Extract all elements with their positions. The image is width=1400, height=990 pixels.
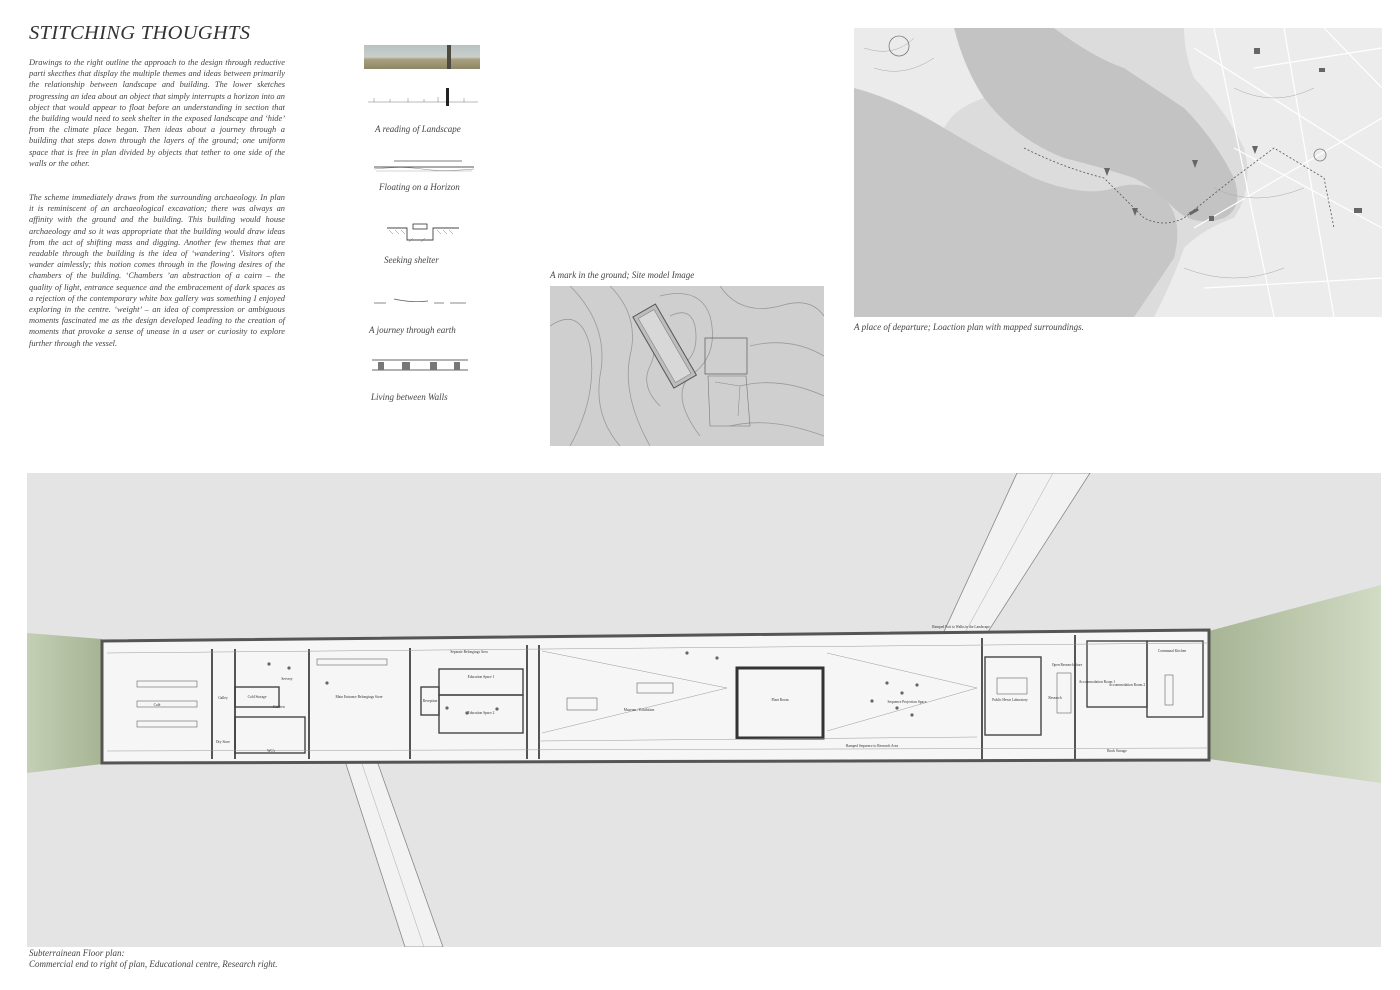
room-label: Museum / Exhibition: [623, 708, 655, 712]
room-label: Book Storage: [1107, 749, 1127, 753]
room-label: Sequence Projection Space: [887, 700, 927, 704]
room-label: Open Research Store: [1051, 663, 1083, 667]
page-title: STITCHING THOUGHTS: [29, 22, 251, 44]
room-label: Ramped Exit to Walks in the Landscape: [932, 625, 990, 629]
sketch-caption: A journey through earth: [369, 325, 456, 335]
location-plan-caption: A place of departure; Loaction plan with mapped surroundings.: [854, 322, 1084, 332]
room-label: Café: [153, 703, 161, 707]
sketch-journey-earth: [372, 293, 468, 309]
room-label: Public Hewn Laboratory: [992, 698, 1028, 702]
site-model-image: [550, 286, 824, 446]
room-label: Servery: [281, 677, 293, 681]
room-label: Education Space 1: [467, 675, 495, 679]
sketch-caption: Living between Walls: [371, 392, 448, 402]
site-model-caption: A mark in the ground; Site model Image: [550, 270, 695, 280]
room-label: WC's: [267, 749, 275, 753]
sketch-living-walls: [372, 354, 468, 376]
room-label: Reception: [422, 699, 438, 703]
room-label: Kitchen: [273, 705, 285, 709]
room-label: Plant Room: [771, 698, 789, 702]
sketch-floating-horizon: [372, 158, 476, 176]
room-label: Dry Store: [215, 740, 231, 744]
room-label: Galley: [218, 696, 228, 700]
intro-paragraph-1: Drawings to the right outline the approach to the design through reductive parti skecthes that display the multiple themes and ideas between primarily the relationship between landscape and building. The lower sketches progressing an idea about an object that simply interrupts a horizon into an object that would appear to float before an understanding in section that the building would need to seek shelter in the exposed landscape and ‘hide’ from the climate place began. Then ideas about a journey through a building that steps down through the layers of the ground; one uniform space that is free in plan divided by objects that tether to one side of the walls or the other.: [29, 58, 285, 168]
room-label: Research: [1048, 696, 1062, 700]
floor-plan-caption-line2: Commercial end to right of plan, Educational centre, Research right.: [29, 959, 278, 969]
sketch-caption: Seeking shelter: [384, 255, 439, 265]
sketch-seeking-shelter: [385, 218, 461, 244]
room-label: Main Entrance Belongings Store: [335, 695, 383, 699]
sketch-caption: A reading of Landscape: [375, 124, 461, 134]
room-label: Accommodation Room 2: [1108, 683, 1146, 687]
floor-plan-caption-line1: Subterrainean Floor plan:: [29, 948, 125, 958]
room-label: Separate Belongings Area: [450, 650, 488, 654]
intro-paragraph-2: The scheme immediately draws from the surrounding archaeology. In plan it is reminiscent of an archaeological excavation; there was always an affinity with the ground and the building. This building would house archaeology and so it was appropriate that the building would draw ideas from the act of shifting mass and digging. Another few themes that are readable through the building is the idea of ‘wandering’. Visitors often wander aimlessly; this notion comes through in the flowing desires of the chambers of the building. ‘Chambers ’an abstraction of a cairn – the quality of light, entrance sequence and the embracement of dark spaces as a rejection of the contemporary white box gallery was something I enjoyed exploring in the centre. ‘weight’ – an idea of compression or ambiguous moments fascinated me as the design developed leading to the creation of moments that provoke a sense of unease in a user or curiosity to explore further through the vessel.: [29, 193, 285, 348]
location-plan-map: [854, 28, 1382, 317]
room-label: Communal Kitchen: [1157, 649, 1187, 653]
sketch-photo-landscape: [364, 45, 480, 69]
room-label: Ramped Sequence to Research Area: [845, 744, 899, 748]
room-label: Cold Storage: [247, 695, 267, 699]
room-label: Education Space 2: [467, 711, 495, 715]
sketch-caption: Floating on a Horizon: [379, 182, 460, 192]
sketch-reading-landscape: [368, 86, 478, 108]
room-label: Accommodation Room 1: [1078, 680, 1116, 684]
floor-plan-drawing: [27, 473, 1381, 947]
